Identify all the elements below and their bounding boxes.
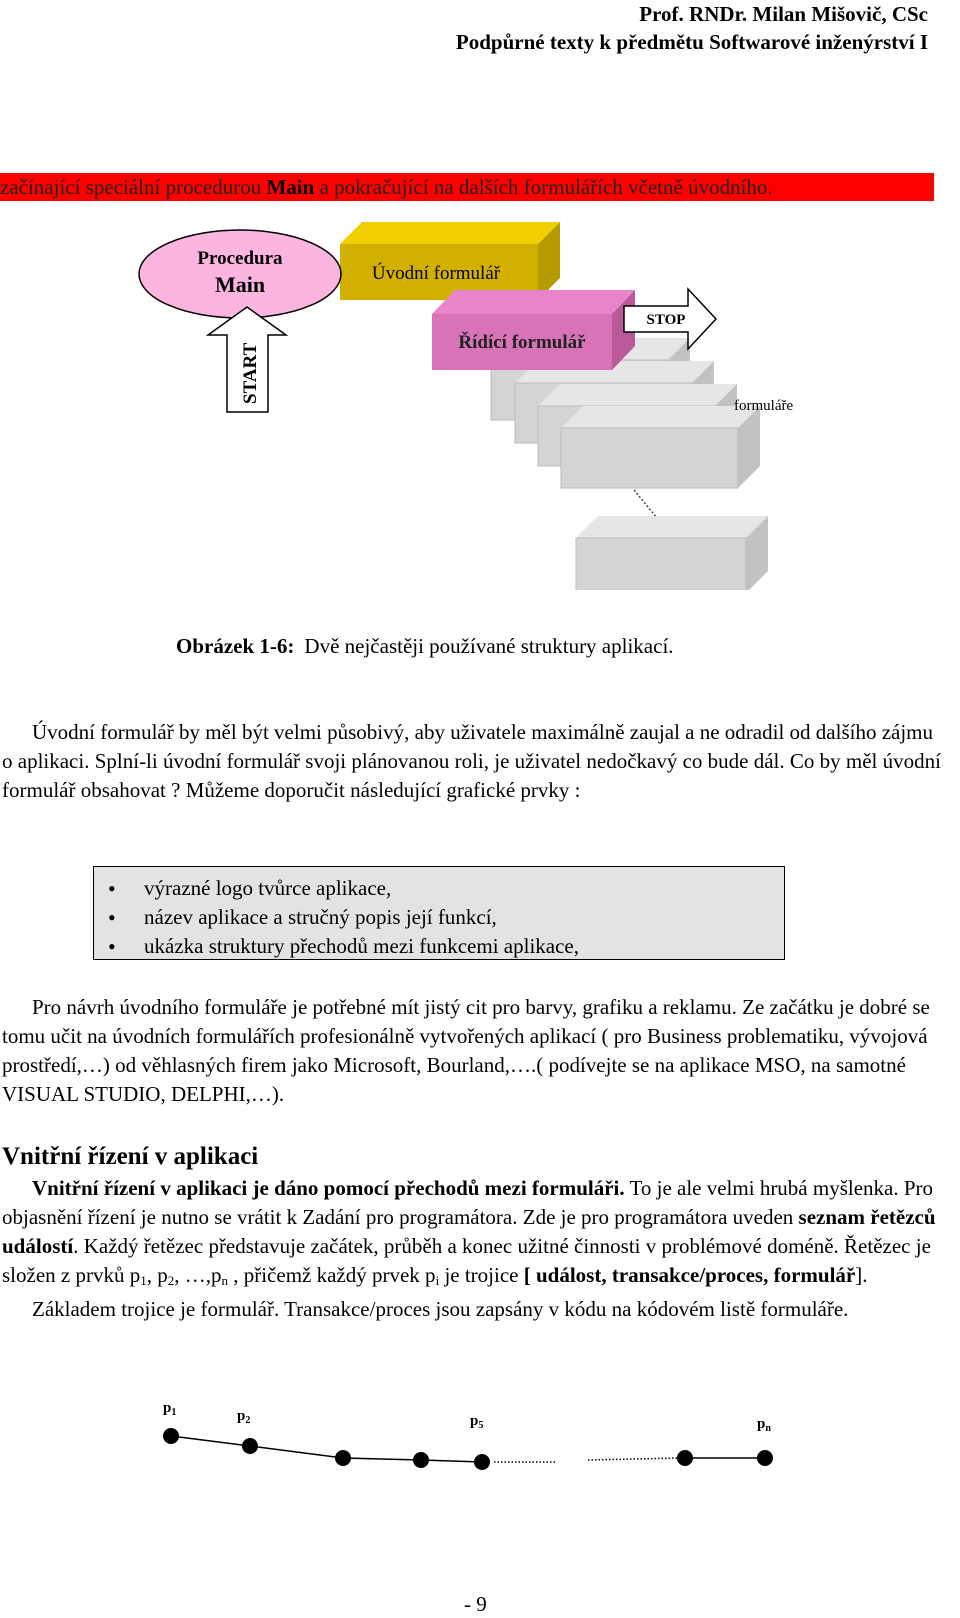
section-title: Vnitřní řízení v aplikaci [2, 1143, 259, 1170]
form-box-last [576, 516, 768, 590]
list-item: • název aplikace a stručný popis její funkcí, [94, 903, 784, 932]
form-stack [491, 338, 768, 590]
header-author: Prof. RNDr. Milan Mišovič, CSc [639, 2, 928, 26]
subscript: n [221, 1273, 228, 1288]
chain-node [474, 1454, 490, 1470]
subscript: 2 [167, 1273, 175, 1288]
start-arrow [208, 307, 286, 412]
section-text: To je ale velmi hrubá myšlenka. Pro objasnění řízení je nutno se vrátit k Zadání pro programátora. Zde je pro programátora uveden [2, 1176, 934, 1229]
subscript: 1 [140, 1273, 147, 1288]
recommended-elements-list [93, 866, 785, 960]
page-number: - 9 [464, 1592, 487, 1616]
subscript: i [435, 1273, 440, 1288]
application-structure-figure [0, 210, 960, 590]
intro-text-before: začínající speciální procedurou [0, 175, 267, 199]
procedure-label-line1: Procedura [197, 248, 283, 269]
section-text: , přičemž každý prvek p [227, 1263, 436, 1287]
chain-node [242, 1438, 258, 1454]
forms-label: formuláře [734, 398, 794, 414]
section-text: , …,p [174, 1263, 222, 1287]
section-bold-lead: Vnitřní řízení v aplikaci je dáno pomocí přechodů mezi formuláři. [32, 1176, 625, 1200]
chain-line [171, 1436, 482, 1462]
paragraph-design-advice [2, 993, 948, 1109]
section-text: , p [146, 1263, 168, 1287]
section-text-line2: Základem trojice je formulář. Transakce/proces jsou zapsány v kódu na kódovém listě formuláře. [32, 1297, 849, 1321]
chain-label-p2: $p_2$ [237, 1408, 251, 1426]
section-bold-term: seznam řetězců událostí [2, 1205, 936, 1258]
chain-dotted-gap [588, 1458, 680, 1460]
intro-form-box [340, 222, 560, 300]
procedure-label-line2: Main [214, 272, 266, 297]
chain-label-p1: $p_1$ [163, 1400, 177, 1418]
caption-label: Obrázek 1-6: [176, 634, 295, 658]
chain-node [163, 1428, 179, 1444]
paragraph-intro-form-text: Úvodní formulář by měl být velmi působivý, aby uživatele maximálně zaujal a ne odradil od dalšího zájmu o aplikaci. Splní-li úvodní formulář svoji plánovanou roli, je uživatel nedočkavý co bude dál. Co by měl úvodní formulář obsahovat ? Můžeme doporučit následující grafické prvky : [2, 720, 941, 802]
highlighted-intro-line [0, 173, 934, 201]
section-bold-triple: [ událost, transakce/proces, formulář [523, 1263, 856, 1287]
intro-text-bold: Main [266, 175, 315, 199]
start-label: START [240, 342, 261, 404]
chain-label-pn: $p_n$ [757, 1416, 771, 1434]
form-box [561, 406, 760, 488]
chain-node [335, 1450, 351, 1466]
caption-text: Dvě nejčastěji používané struktury aplikací. [304, 634, 674, 658]
section-text: ]. [855, 1263, 868, 1287]
chain-label-p5: $p_5$ [470, 1413, 484, 1431]
section-text: . Každý řetězec představuje začátek, průběh a konec užitné činnosti v problémové doméně. Řetězec je složen z prvků p [2, 1234, 931, 1287]
figure-caption [176, 634, 674, 659]
control-form-box [432, 290, 635, 370]
event-chain-diagram [0, 1390, 960, 1470]
stop-label: STOP [646, 312, 686, 328]
list-item: • výrazné logo tvůrce aplikace, [94, 874, 784, 903]
paragraph-design-advice-text: Pro návrh úvodního formuláře je potřebné mít jistý cit pro barvy, grafiku a reklamu. Ze začátku je dobré se tomu učit na úvodních formulářích profesionálně vytvořených aplikací ( pro Business problematiku, vývojová prostředí,…) od věhlasných firem jako Microsoft, Bourland,….( podívejte se na aplikace MSO, na samotné VISUAL STUDIO, DELPHI,…). [2, 995, 930, 1106]
control-form-label: Řídící formulář [458, 332, 586, 353]
chain-node [757, 1450, 773, 1466]
paragraph-intro-form [2, 718, 948, 805]
procedure-main-node [139, 230, 341, 318]
intro-form-label: Úvodní formulář [371, 263, 501, 284]
list-item: • ukázka struktury přechodů mezi funkcemi aplikace, [94, 932, 784, 961]
header-subject: Podpůrné texty k předmětu Softwarové inženýrství I [455, 30, 928, 54]
chain-node [413, 1452, 429, 1468]
section-text: je trojice [439, 1263, 524, 1287]
dotted-connector [634, 490, 657, 518]
chain-node [677, 1450, 693, 1466]
intro-text-after: a pokračující na dalších formulářích včetně úvodního. [314, 175, 773, 199]
section-body [2, 1174, 948, 1324]
